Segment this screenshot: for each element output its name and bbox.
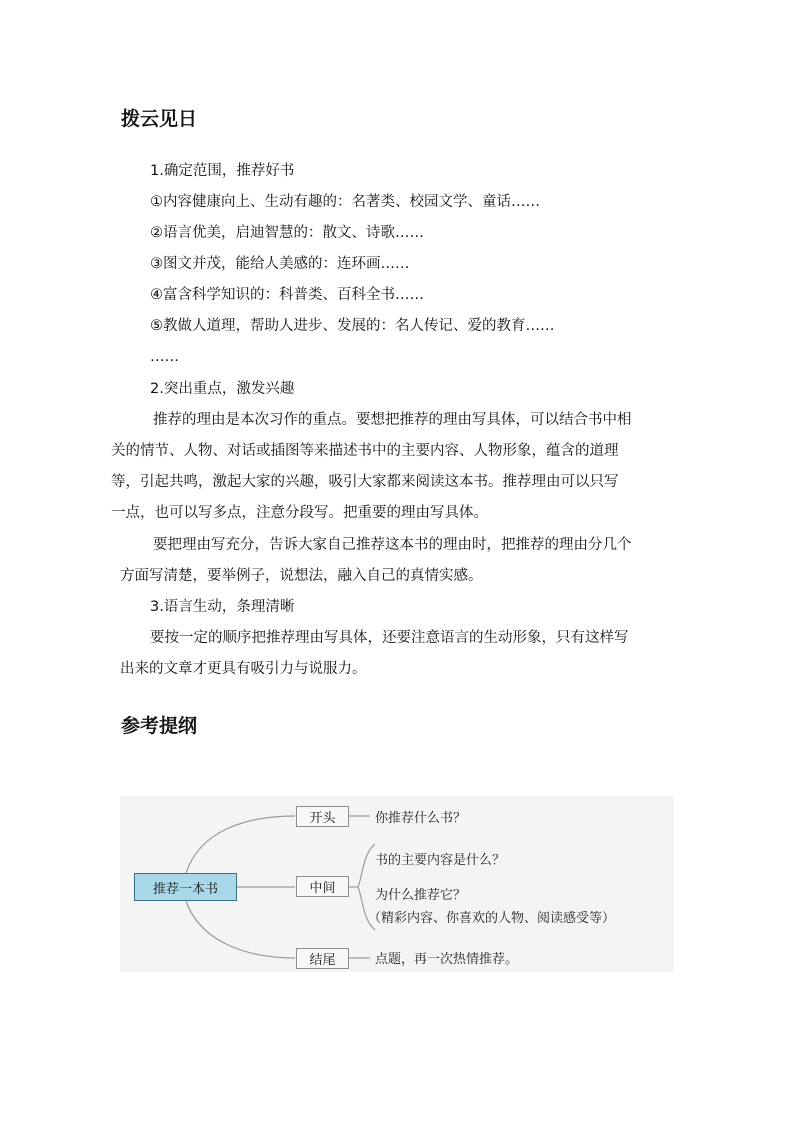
paragraph-line: 要把理由写充分，告诉大家自己推荐这本书的理由时，把推荐的理由分几个 <box>153 537 632 553</box>
item-3-title: 3.语言生动，条理清晰 <box>150 599 295 615</box>
mindmap-branch-start: 开头 <box>296 806 349 827</box>
item-1-title: 1.确定范围，推荐好书 <box>150 163 295 179</box>
list-item: ①内容健康向上、生动有趣的：名著类、校园文学、童话…… <box>150 194 540 210</box>
item-2-title: 2.突出重点，激发兴趣 <box>150 381 295 397</box>
mindmap-branch-end: 结尾 <box>296 948 349 969</box>
paragraph-line: 推荐的理由是本次习作的重点。要想把推荐的理由写具体，可以结合书中相 <box>153 412 632 428</box>
paragraph-line: 关的情节、人物、对话或插图等来描述书中的主要内容、人物形象，蕴含的道理 <box>111 443 619 459</box>
list-item: ④富含科学知识的：科普类、百科全书…… <box>150 287 424 303</box>
paragraph-line: 方面写清楚，要举例子，说想法，融入自己的真情实感。 <box>120 568 483 584</box>
list-item: ②语言优美，启迪智慧的：散文、诗歌…… <box>150 225 424 241</box>
section-heading-1: 拨云见日 <box>121 108 198 130</box>
paragraph-line: 等，引起共鸣，激起大家的兴趣，吸引大家都来阅读这本书。推荐理由可以只写 <box>111 474 619 490</box>
mindmap-branch-middle: 中间 <box>296 876 349 897</box>
outline-mindmap <box>120 796 674 972</box>
list-item: ③图文并茂，能给人美感的：连环画…… <box>150 256 410 272</box>
paragraph-line: 要按一定的顺序把推荐理由写具体，还要注意语言的生动形象，只有这样写 <box>150 630 629 646</box>
mindmap-note: 点题，再一次热情推荐。 <box>375 952 519 967</box>
mindmap-note: 书的主要内容是什么？ <box>375 853 506 868</box>
mindmap-note: （精彩内容、你喜欢的人物、阅读感受等） <box>368 911 616 926</box>
list-item: …… <box>150 349 179 365</box>
connector-root-end <box>186 901 295 958</box>
paragraph-line: 出来的文章才更具有吸引力与说服力。 <box>120 661 367 677</box>
section-heading-2: 参考提纲 <box>121 715 198 737</box>
mindmap-note: 为什么推荐它？ <box>375 888 467 903</box>
connector-root-start <box>186 816 295 873</box>
paragraph-line: 一点，也可以写多点，注意分段写。把重要的理由写具体。 <box>111 505 488 521</box>
mindmap-root-node: 推荐一本书 <box>134 873 237 901</box>
list-item: ⑤教做人道理，帮助人进步、发展的：名人传记、爱的教育…… <box>150 318 555 334</box>
mindmap-note: 你推荐什么书？ <box>375 811 467 826</box>
